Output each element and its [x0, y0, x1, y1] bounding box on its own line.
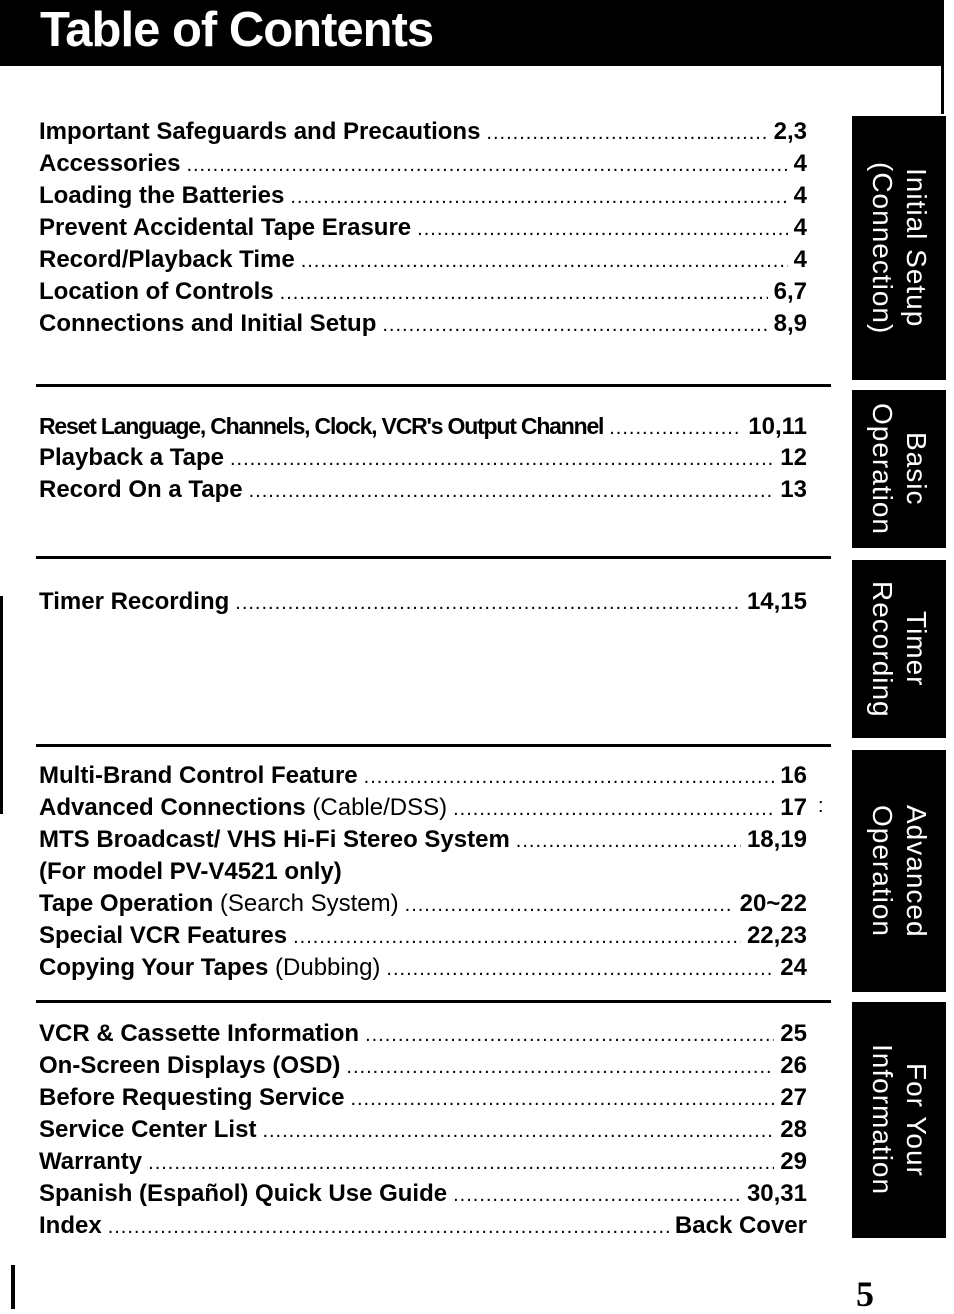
dot-leader	[346, 1051, 774, 1083]
toc-entry-title: Accessories	[39, 150, 181, 177]
section-divider	[36, 556, 831, 559]
toc-entry[interactable]	[39, 1082, 807, 1114]
toc-entry-title: Reset Language, Channels, Clock, VCR's Output Channel	[39, 413, 604, 439]
toc-entry-page: 30,31	[746, 1180, 807, 1207]
dot-leader	[405, 889, 734, 921]
toc-entry[interactable]	[39, 1018, 807, 1050]
dot-leader	[301, 245, 788, 277]
toc-entry-page: 12	[780, 444, 807, 471]
toc-entry-page: 24	[780, 954, 807, 981]
tab-label: Advanced Operation	[867, 804, 932, 938]
section-divider	[36, 1000, 831, 1003]
toc-entry-page: 16	[780, 762, 807, 789]
toc-entry-subtitle: (Search System)	[219, 890, 399, 917]
toc-entry-title: Timer Recording	[39, 588, 230, 615]
toc-entry-page: 18,19	[746, 826, 807, 853]
toc-entry-page: 4	[793, 214, 807, 241]
toc-entry[interactable]	[39, 760, 807, 792]
page-header	[0, 0, 944, 66]
section-divider	[36, 384, 831, 387]
toc-section-timer-recording	[39, 586, 807, 618]
toc-entry-page: 13	[780, 476, 807, 503]
toc-entry[interactable]	[39, 442, 807, 474]
header-edge-rule	[941, 66, 944, 114]
dot-leader	[230, 443, 774, 475]
toc-entry-title: Multi-Brand Control Feature	[39, 762, 358, 789]
toc-entry-title: Record On a Tape	[39, 476, 243, 503]
toc-entry[interactable]	[39, 244, 807, 276]
toc-entry[interactable]	[39, 920, 807, 952]
toc-entry-page: 22,23	[746, 922, 807, 949]
dot-leader	[486, 117, 767, 149]
toc-entry[interactable]	[39, 474, 807, 506]
toc-entry[interactable]	[39, 1210, 807, 1242]
toc-entry-title: Index	[39, 1212, 102, 1239]
toc-entry-subtitle: (Cable/DSS)	[312, 794, 448, 821]
toc-entry-title: Location of Controls	[39, 278, 274, 305]
toc-entry-page: 25	[780, 1020, 807, 1047]
toc-section-advanced-operation	[39, 760, 807, 984]
dot-leader	[148, 1147, 774, 1179]
dot-leader	[186, 149, 787, 181]
dot-leader	[417, 213, 787, 245]
tab-timer-recording[interactable]	[852, 560, 946, 738]
toc-entry-title: On-Screen Displays (OSD)	[39, 1052, 341, 1079]
tab-basic-operation[interactable]	[852, 390, 946, 548]
toc-entry[interactable]	[39, 1178, 807, 1210]
dot-leader	[350, 1083, 774, 1115]
toc-entry[interactable]	[39, 148, 807, 180]
toc-entry-title: Copying Your Tapes (Dubbing)	[39, 954, 381, 981]
toc-entry[interactable]	[39, 308, 807, 340]
toc-section-for-your-information	[39, 1018, 807, 1242]
toc-entry[interactable]	[39, 824, 807, 856]
left-margin-line	[0, 596, 3, 814]
toc-entry-title: (For model PV-V4521 only)	[39, 858, 342, 885]
toc-entry[interactable]	[39, 212, 807, 244]
dot-leader	[235, 587, 741, 619]
toc-entry[interactable]	[39, 276, 807, 308]
toc-entry-page: 14,15	[746, 588, 807, 615]
toc-entry-title: Important Safeguards and Precautions	[39, 118, 481, 145]
dot-leader	[290, 181, 787, 213]
tab-for-your-information[interactable]	[852, 1002, 946, 1238]
toc-entry-page: 29	[780, 1148, 807, 1175]
toc-entry-page: 10,11	[748, 413, 807, 440]
toc-entry-page: 4	[793, 182, 807, 209]
toc-entry-title: Special VCR Features	[39, 922, 288, 949]
toc-entry[interactable]	[39, 792, 807, 824]
toc-entry-title: MTS Broadcast/ VHS Hi-Fi Stereo System	[39, 826, 510, 853]
dot-leader	[516, 825, 741, 857]
toc-entry-page: Back Cover	[674, 1212, 807, 1239]
page-number: 5	[856, 1274, 874, 1314]
stray-mark: :	[818, 795, 824, 817]
toc-entry-title: Loading the Batteries	[39, 182, 285, 209]
page-title: Table of Contents	[40, 3, 434, 57]
tab-label: For Your Information	[867, 1044, 932, 1196]
toc-entry-title: Advanced Connections (Cable/DSS)	[39, 794, 448, 821]
toc-entry-title: Tape Operation (Search System)	[39, 890, 399, 917]
dot-leader	[262, 1115, 774, 1147]
dot-leader	[293, 921, 741, 953]
toc-entry-page: 6,7	[773, 278, 807, 305]
toc-entry-title: Spanish (Español) Quick Use Guide	[39, 1180, 448, 1207]
toc-entry-page: 4	[793, 246, 807, 273]
toc-entry-page: 2,3	[773, 118, 807, 145]
toc-entry[interactable]	[39, 410, 807, 442]
toc-entry-title: Service Center List	[39, 1116, 257, 1143]
tab-initial-setup[interactable]	[852, 116, 946, 380]
tab-label: Initial Setup (Connection)	[867, 161, 932, 335]
toc-entry-subtitle: (Dubbing)	[275, 954, 381, 981]
toc-entry-page: 20~22	[739, 890, 807, 917]
dot-leader	[365, 1019, 774, 1051]
tab-label: Timer Recording	[867, 580, 932, 718]
toc-entry-page: 4	[793, 150, 807, 177]
toc-entry[interactable]	[39, 116, 807, 148]
toc-entry-title: Connections and Initial Setup	[39, 310, 377, 337]
toc-entry-note	[39, 856, 807, 888]
toc-entry-page: 28	[780, 1116, 807, 1143]
toc-entry[interactable]	[39, 952, 807, 984]
toc-entry[interactable]	[39, 888, 807, 920]
toc-entry[interactable]	[39, 1050, 807, 1082]
toc-entry-page: 17	[780, 794, 807, 821]
toc-entry[interactable]	[39, 1146, 807, 1178]
toc-entry-page: 27	[780, 1084, 807, 1111]
toc-entry-title: Before Requesting Service	[39, 1084, 345, 1111]
toc-entry-page: 26	[780, 1052, 807, 1079]
dot-leader	[108, 1211, 669, 1243]
left-margin-mark	[11, 1265, 15, 1309]
dot-leader	[280, 277, 768, 309]
dot-leader	[364, 761, 775, 793]
tab-advanced-operation[interactable]	[852, 750, 946, 992]
toc-entry-title: Prevent Accidental Tape Erasure	[39, 214, 412, 241]
dot-leader	[386, 953, 774, 985]
dot-leader	[609, 412, 742, 444]
dot-leader	[453, 793, 774, 825]
toc-section-initial-setup	[39, 116, 807, 340]
tab-label: Basic Operation	[867, 403, 932, 535]
toc-entry-title: Playback a Tape	[39, 444, 224, 471]
toc-entry-title: Record/Playback Time	[39, 246, 295, 273]
dot-leader	[382, 309, 767, 341]
toc-entry-page: 8,9	[773, 310, 807, 337]
dot-leader	[453, 1179, 741, 1211]
toc-entry[interactable]	[39, 586, 807, 618]
toc-entry[interactable]	[39, 180, 807, 212]
toc-section-basic-operation	[39, 410, 807, 506]
toc-entry[interactable]	[39, 1114, 807, 1146]
dot-leader	[249, 475, 775, 507]
toc-entry-title: Warranty	[39, 1148, 143, 1175]
toc-entry-title: VCR & Cassette Information	[39, 1020, 360, 1047]
section-divider	[36, 744, 831, 747]
